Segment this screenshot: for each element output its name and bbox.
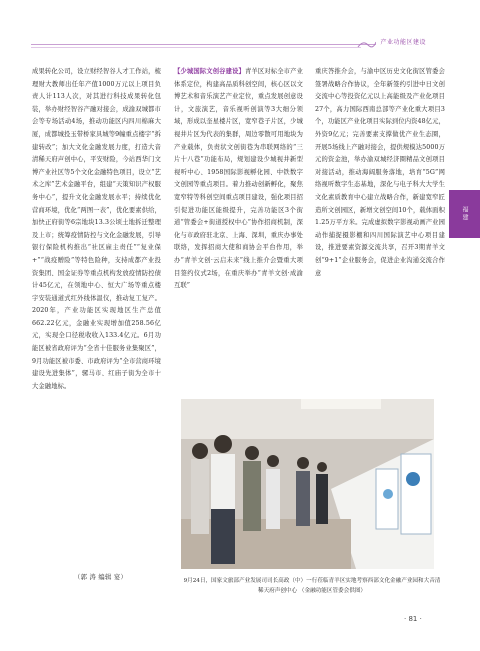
- column-2-text: [174, 66, 303, 293]
- header-rule-secondary: [31, 47, 361, 48]
- column-1-text: 成果转化公司，设立财经智谷人才工作站，梳理财大教师出任年产值1000万元以上项目负责人计113人次，对其进行科技成果转化包装，举办财经智谷产融对接会，成渝双城都市会等专场活动4场，推动功能区内四川棉麻大厦，成都城投玉带桥家具城等9幢重点楼宇“拆建转改”；加大文化金融发展力度，打造大音清稀天府声创中心，平安财险，今站西华门文博产业社区等5个文化金融特色项目，设立“艺术之库”艺术金融平台，组建“天策知识产权服务中心”，提升文化金融发展水平；持续优化营商环境，优化“两图一表”，优化要素供给，加快正府街等6宗地块13.3公顷土地拆迁整理及上市；统筹疫情防控与文化金融发展，引导银行保险机构推出“社区雇主责任”“复业保+”“战疫赠险”等特色险种，支持成都产业投资集团、国金证券等重点机构发放疫情防控债计45亿元，在领地中心、恒大广场等重点楼宇安装通道式红外线体温仪，推动复工复产。2020年，产业功能区实现地区生产总值662.22亿元，金融业实现增加值258.56亿元，实现全口径税收收入133.4亿元。6月功能区被省政府评为“全省十佳服务业集聚区”，9月功能区被市委、市政府评为“全市营商环境建设先进集体”，骡马市、红庙子街为全市十大金融地标。: [32, 68, 161, 390]
- side-tab: [449, 190, 480, 238]
- column-2-body: 青羊区对标全市产业体系定位，构建高品质科创空间，核心区以文博艺术和音乐演艺产业定位，重点发展创意设计，文旅演艺，音乐视听创演等3大细分领域，形成以奎星楼片区，宽窄巷子片区，少城视井片区为代表的集群，周边零散可用地块为产业载体，负责状文创街巷为串联网络的“三片十八巷”功能布局，规划建设少城视井新型视听中心、1958国际影视孵化园、中铁数字文创园等重点项目。着力推动创新孵化，聚焦宽窄特等科创空间重点项目建设，强化项目招引促进功能区能级提升，完善功能区3个街道“管委会+街道授权中心”协作招商机制，深化与市政府驻北京、上海、深圳，重庆办事处联络，发挥招商大使和商协会平台作用，举办“青羊文创·云启未来”线上推介会暨重大项目签约仪式2场，在重庆举办“青羊文创·成渝互联”: [174, 68, 303, 290]
- photo-caption: 9月24日，国家文旅部产业发展司司长高政（中）一行莅临青羊区实地考察西部文化金融产业园和大音清稀天府声创中心 （金融功能区管委会供图）: [183, 578, 441, 594]
- page-number: · 81 ·: [404, 615, 422, 623]
- event-photo: [181, 399, 434, 569]
- text-column-2: [174, 66, 303, 293]
- text-column-1: [32, 66, 161, 393]
- header-ornament-icon: [357, 39, 377, 49]
- section-header-title: 产业功能区建设: [376, 37, 426, 46]
- section-heading: 【少城国际文创谷建设】: [174, 68, 245, 75]
- column-3-text: 重庆答推介会，与渝中区历史文化街区管委会签署战略合作协议，全年新签约引进中日文创交流中心等投资亿元以上高能级及产业化项目27个，高力国际西南总部等产业化重大项目3个，功能区产业化项目实际到位内资48亿元，外资9亿元；完善要素支撑做优产业生态圈，开展5场线上产融对接会，提供规模达5000万元的资金池，举办渝双城经济圈精品文创项目对接活动，推动海阔服务落地，培育“5G”网络视听数字生态基地，深化与电子科大大学生文化素质教育中心建立战略合作，新建宽窄匠造所文创园区，新增文创空间10个，载体面积1.25万平方米。完成虚拟数字影视动画产业园动作捕捉摄影棚和四川国际演艺中心项目建设，推进要素资源交流共享，召开3期青羊文创“9+1”企业服务会，促进企业沟通交流合作意: [315, 68, 445, 277]
- text-column-3: [315, 66, 445, 280]
- author-signature: （郭 涛 编辑 宴）: [74, 574, 128, 581]
- side-tab-label: 福建: [461, 206, 468, 222]
